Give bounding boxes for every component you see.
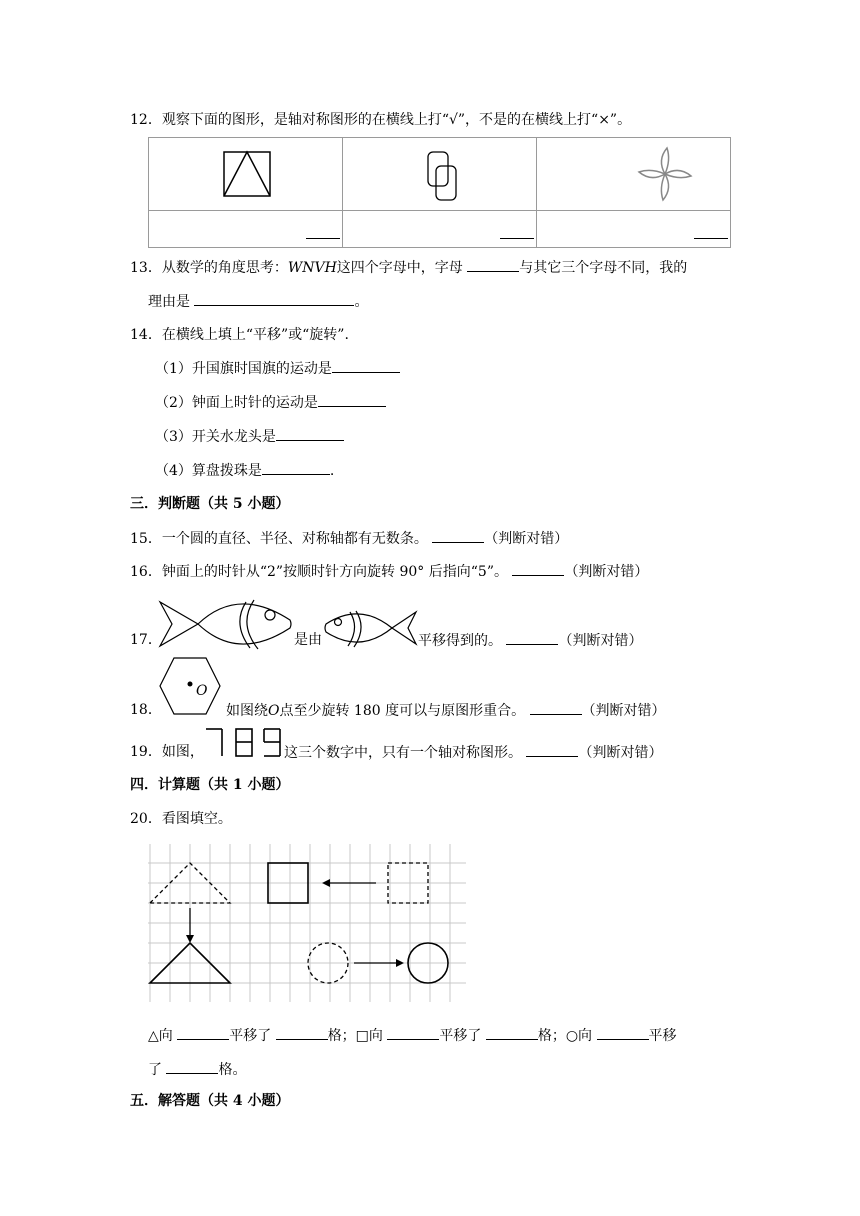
q20-blank-steps-square[interactable]	[486, 1025, 538, 1040]
q20-label: △向	[148, 1028, 173, 1044]
q14-item-2	[155, 392, 386, 413]
figure-pinwheel-cell	[537, 138, 731, 211]
q13-text-2: 与其它三个字母不同，我的	[519, 260, 688, 276]
answer-blank[interactable]	[500, 238, 534, 239]
overlapping-rounded-rects-figure	[343, 138, 536, 210]
q14-item-3	[155, 426, 344, 447]
q19-suffix: （判断对错）	[578, 745, 663, 761]
question-12: 12．观察下面的图形，是轴对称图形的在横线上打“√”，不是的在横线上打“×”。	[130, 112, 632, 128]
q18-blank[interactable]	[530, 700, 582, 715]
q17-number: 17．	[130, 632, 162, 648]
q18-number: 18．	[130, 702, 162, 718]
small-fish-icon	[320, 606, 420, 650]
q17-suffix: （判断对错）	[558, 633, 643, 649]
q19-blank[interactable]	[526, 742, 578, 757]
big-fish-icon	[158, 594, 296, 654]
square-with-triangle-figure	[149, 138, 342, 210]
q14-blank[interactable]	[318, 392, 386, 407]
q20-label: 平移	[648, 1028, 677, 1044]
q17-mid: 是由	[294, 632, 322, 648]
q16-text: 16．钟面上的时针从“2”按顺时针方向旋转 90° 后指向“5”。	[130, 564, 508, 580]
q13-reason-label: 理由是	[148, 294, 190, 310]
q20-fill-line-2	[148, 1059, 246, 1080]
question-13-line2	[148, 291, 368, 312]
q14-blank[interactable]	[262, 460, 330, 475]
pinwheel-figure	[537, 138, 730, 210]
q19-text: 这三个数字中，只有一个轴对称图形。	[284, 745, 522, 761]
figure-overlapping-rects-cell	[343, 138, 537, 211]
q15-suffix: （判断对错）	[484, 531, 569, 547]
section-5-title: 五．解答题（共 4 小题）	[130, 1093, 290, 1109]
q18-text-a: 如图绕	[226, 703, 268, 719]
q14-item-label: （1）升国旗时国旗的运动是	[155, 361, 332, 377]
q14-blank[interactable]	[276, 426, 344, 441]
q20-blank-direction-square[interactable]	[387, 1025, 439, 1040]
question-19-prefix: 19．如图，	[130, 744, 204, 760]
question-18	[226, 700, 666, 721]
q16-blank[interactable]	[512, 561, 564, 576]
answer-cell-1[interactable]	[149, 211, 343, 248]
question-20: 20．看图填空。	[130, 811, 232, 827]
hexagon-center-label: O	[196, 683, 208, 699]
question-15	[130, 528, 568, 549]
q14-end-mark: .	[329, 463, 335, 479]
q20-blank-steps-circle[interactable]	[166, 1059, 218, 1074]
answer-blank[interactable]	[694, 238, 728, 239]
q20-label: 格；□向	[327, 1028, 383, 1044]
answer-blank[interactable]	[306, 238, 340, 239]
q14-item-label: （2）钟面上时针的运动是	[155, 395, 318, 411]
q20-blank-direction-triangle[interactable]	[177, 1025, 229, 1040]
q13-period: 。	[354, 294, 369, 310]
seven-segment-digits-789	[202, 726, 288, 760]
question-16	[130, 561, 648, 582]
q18-text-b: 点至少旋转 180 度可以与原图形重合。	[279, 703, 526, 719]
q15-text: 15．一个圆的直径、半径、对称轴都有无数条。	[130, 531, 428, 547]
q17-tail-text: 平移得到的。	[418, 633, 502, 649]
q13-prefix: 13．从数学的角度思考：	[130, 260, 288, 276]
q20-fill-line-1	[148, 1025, 677, 1046]
section-3-title: 三．判断题（共 5 小题）	[130, 496, 290, 512]
symmetry-table	[148, 137, 731, 248]
q20-blank-direction-circle[interactable]	[597, 1025, 649, 1040]
question-14: 14．在横线上填上“平移”或“旋转”.	[130, 327, 349, 343]
question-13-line1	[130, 257, 687, 278]
q14-item-label: （4）算盘拨珠是	[155, 463, 262, 479]
translation-grid-figure	[148, 844, 468, 1004]
q13-blank-letter[interactable]	[467, 257, 519, 272]
q14-blank[interactable]	[332, 358, 400, 373]
q20-label: 平移了	[439, 1028, 482, 1044]
q14-item-4	[155, 460, 334, 481]
q13-text: 这四个字母中，字母	[336, 260, 463, 276]
q20-label: 格；○向	[537, 1028, 593, 1044]
q16-suffix: （判断对错）	[564, 564, 649, 580]
q17-tail	[418, 630, 642, 651]
q18-suffix: （判断对错）	[581, 703, 666, 719]
q20-blank-steps-triangle[interactable]	[276, 1025, 328, 1040]
q14-item-label: （3）开关水龙头是	[155, 429, 276, 445]
q13-letters: WNVH	[287, 260, 337, 276]
q15-blank[interactable]	[432, 528, 484, 543]
hexagon-figure	[158, 656, 222, 716]
answer-cell-2[interactable]	[343, 211, 537, 248]
figure-square-triangle-cell	[149, 138, 343, 211]
q20-label: 了	[148, 1062, 162, 1078]
q14-item-1	[155, 358, 400, 379]
answer-cell-3[interactable]	[537, 211, 731, 248]
q13-blank-reason[interactable]	[194, 291, 354, 306]
q20-label: 格。	[218, 1062, 247, 1078]
question-19	[284, 742, 662, 763]
q18-point: O	[268, 703, 280, 719]
q17-blank[interactable]	[506, 630, 558, 645]
section-4-title: 四．计算题（共 1 小题）	[130, 777, 290, 793]
q20-label: 平移了	[229, 1028, 272, 1044]
